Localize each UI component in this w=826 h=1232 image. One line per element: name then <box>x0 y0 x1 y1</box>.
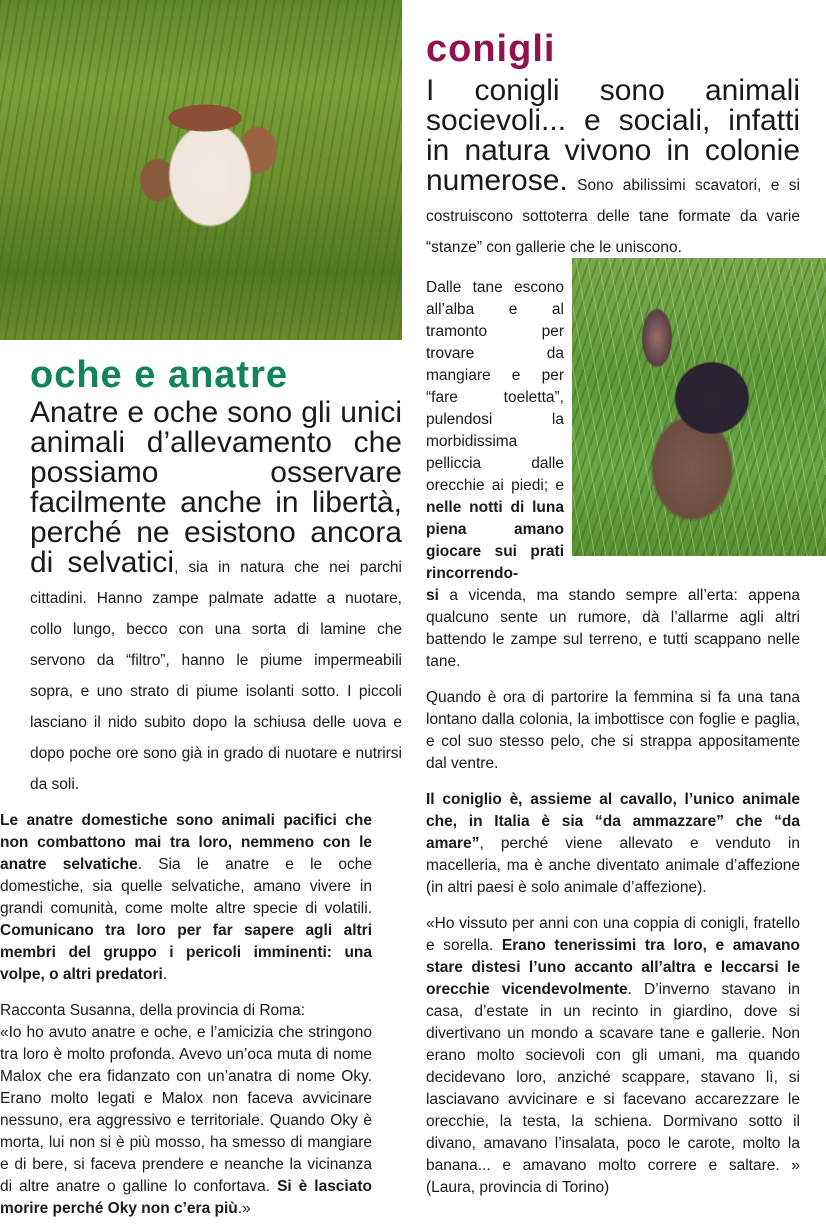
paragraph-coniglio-cavallo <box>426 789 800 899</box>
text: a vicenda, ma stando sempre all’erta: appena qualcuno sente un rumore, dà l’allarme agli altri battendo le zampe sul terreno, e tutti scappano nelle tane. <box>426 587 800 670</box>
bold-text: Si è lasciato morire perché Oky non c’era più <box>0 1178 372 1217</box>
duck-photo <box>0 0 402 340</box>
lead-paragraph-oche <box>30 398 402 796</box>
lead-big-text: I conigli sono animali socievoli... e sociali, infatti in natura vivono in colonie numerose. <box>426 74 800 197</box>
bold-text: si <box>426 587 439 604</box>
lead-big-text: Anatre e oche sono gli unici animali d’allevamento che possiamo osservare facilmente anche in libertà, perché ne esistono ancora di selvatici <box>30 396 402 579</box>
paragraph-anatre-domestiche <box>0 810 372 986</box>
bold-text: Le anatre domestiche sono animali pacifici che non combattono mai tra loro, nemmeno con le anatre selvatiche <box>0 812 372 873</box>
text: .» <box>237 1200 251 1217</box>
rabbit-photo <box>572 258 826 556</box>
section-heading-oche: oche e anatre <box>30 354 288 396</box>
bold-text: Comunicano tra loro per far sapere agli altri membri del gruppo i pericoli imminenti: una volpe, o altri predatori <box>0 922 372 983</box>
lead-small-text: , sia in natura che nei parchi cittadini. Hanno zampe palmate adatte a nuotare, collo lungo, becco con una sorta di lamine che servono da “filtro”, hanno le piume impermeabili sopra, e uno strato di piume isolanti sotto. I piccoli lasciano il nido subito dopo la schiusa delle uova e dopo poche ore sono già in grado di nuotare e nutrirsi da soli. <box>30 559 402 793</box>
text: . Sia le anatre e le oche domestiche, sia quelle selvatiche, amano vivere in grandi comunità, come molte altre specie di volatili. <box>0 856 372 917</box>
text: «Ho vissuto per anni con una coppia di conigli, fratello e sorella. <box>426 915 800 954</box>
wrap-paragraph <box>426 277 564 585</box>
text: , perché viene allevato e venduto in macelleria, ma è anche diventato animale d’affezione (in altri paesi è solo animale d’affezione). <box>426 835 800 896</box>
paragraph-susanna <box>0 1000 372 1220</box>
text: Dalle tane escono all’alba e al tramonto per trovare da mangiare e per “fare toeletta”, pulendosi la morbidissima pelliccia dalle orecchie ai piedi; e <box>426 279 564 494</box>
right-column <box>426 28 800 1211</box>
quote-text: «Io ho avuto anatre e oche, e l’amicizia che stringono tra loro è molto profonda. Avevo un’oca muta di nome Malox che era fidanzato con un’anatra di nome Oky. Erano molto legati e Malox non faceva avvicinare nessuno, era aggressivo e territoriale. Quando Oky è morta, lui non si è più mosso, ha smesso di mangiare e di bere, si faceva prendere e neanche la vicinanza di altre anatre o galline lo confortava. <box>0 1024 372 1195</box>
bold-text: Il coniglio è, assieme al cavallo, l’unico animale che, in Italia è sia “da ammazzare” che “da amare” <box>426 791 800 852</box>
text: . D’inverno stavano in casa, d’estate in un recinto in giardino, dove si divertivano un mondo a scavare tane e gallerie. Non erano molto socievoli con gli umani, ma quando decidevano loro, anziché scappare, stavano lì, si lasciavano avvicinare e si facevano accarezzare le orecchie, la testa, la schiena. Dormivano sotto il divano, amavano l’insalata, poco le carote, molto la banana... e amavano molto correre e saltare. » (Laura, provincia di Torino) <box>426 981 800 1196</box>
bold-text: Erano tenerissimi tra loro, e amavano stare distesi l’uno accanto all’altra e leccarsi le orecchie vicendevolmente <box>426 937 800 998</box>
paragraph-partorire: Quando è ora di partorire la femmina si fa una tana lontano dalla colonia, la imbottisce con foglie e paglia, e col suo stesso pelo, che si strappa appositamente dal ventre. <box>426 689 800 772</box>
bold-text: nelle notti di luna piena amano giocare sui prati rincorrendo- <box>426 499 564 582</box>
section-heading-conigli: conigli <box>426 28 556 70</box>
lead-small-text: Sono abilissimi scavatori, e si costruiscono sottoterra delle tane formate da varie “stanze” con gallerie che le uniscono. <box>426 177 800 256</box>
text: . <box>162 966 168 983</box>
paragraph-continue <box>426 585 800 673</box>
paragraph-laura <box>426 913 800 1199</box>
left-column <box>0 0 410 1232</box>
quote-intro: Racconta Susanna, della provincia di Roma: <box>0 1002 306 1019</box>
lead-paragraph-conigli <box>426 76 800 259</box>
